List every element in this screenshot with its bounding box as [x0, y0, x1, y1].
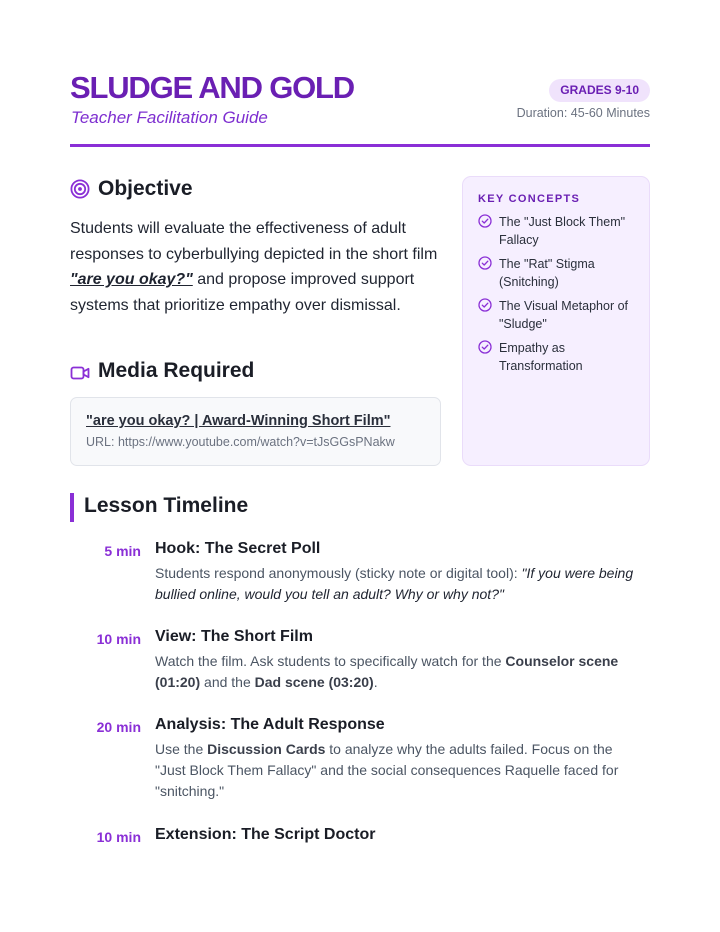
header-divider — [70, 144, 650, 147]
objective-heading-text: Objective — [98, 177, 193, 200]
objective-text-start: Students will evaluate the effectiveness of adult responses to cyberbullying depicted in the short film — [70, 220, 438, 263]
timeline-quote: "If you were being bullied online, would you tell an adult? Why or why not?" — [155, 565, 634, 602]
media-heading — [70, 359, 430, 387]
video-camera-icon — [70, 363, 90, 383]
duration-text: Duration: 45-60 Minutes — [516, 106, 650, 120]
check-circle-icon — [478, 256, 492, 270]
timeline-accent-bar — [70, 493, 74, 522]
page-subtitle: Teacher Facilitation Guide — [71, 108, 268, 127]
timeline-body-bold: Discussion Cards — [207, 741, 326, 757]
check-circle-icon — [478, 340, 492, 354]
objective-heading — [70, 177, 430, 205]
timeline-item-title: Extension: The Script Doctor — [155, 826, 376, 843]
page-title: SLUDGE AND GOLD — [70, 70, 354, 105]
timeline-body-text: to analyze why the adults failed. Focus on the "Just Block Them Fallacy" and the social consequences Raquelle faced for "snitching." — [155, 741, 619, 799]
timeline-item-body — [155, 651, 645, 693]
key-concepts-panel — [462, 176, 650, 466]
concept-text: The "Just Block Them" Fallacy — [499, 215, 626, 247]
timeline-heading: Lesson Timeline — [84, 494, 249, 517]
timeline-item — [70, 540, 650, 606]
timeline-body-text: and the — [200, 674, 255, 690]
film-title: "are you okay?" — [70, 271, 193, 288]
timeline-body-text: Watch the film. Ask students to specifically watch for the — [155, 653, 506, 669]
media-link[interactable]: "are you okay? | Award-Winning Short Film" — [86, 413, 391, 429]
timeline-body-text: . — [373, 674, 378, 690]
timeline-duration: 10 min — [96, 631, 141, 647]
timeline-body-text: Students respond anonymously (sticky note or digital tool): — [155, 565, 522, 581]
timeline-body-bold: Counselor scene (01:20) — [155, 653, 619, 690]
timeline-item-title: Hook: The Secret Poll — [155, 540, 321, 557]
concept-text: The "Rat" Stigma (Snitching) — [499, 257, 595, 289]
check-circle-icon — [478, 298, 492, 312]
media-heading-text: Media Required — [98, 359, 255, 382]
grade-badge: GRADES 9-10 — [549, 79, 650, 102]
timeline-item — [70, 716, 650, 804]
timeline-duration: 10 min — [96, 829, 141, 845]
timeline-duration: 20 min — [96, 719, 141, 735]
timeline-item-body — [155, 739, 645, 802]
key-concepts-title: KEY CONCEPTS — [478, 193, 581, 205]
objective-text-end: and propose improved support systems that prioritize empathy over dismissal. — [70, 271, 415, 314]
timeline-item-title: View: The Short Film — [155, 628, 313, 645]
timeline-item — [70, 826, 650, 850]
timeline-item-title: Analysis: The Adult Response — [155, 716, 385, 733]
page-header — [70, 70, 650, 134]
timeline-body-text: Use the — [155, 741, 208, 757]
media-card — [70, 397, 441, 466]
concept-text: Empathy as Transformation — [499, 341, 583, 373]
timeline-duration: 5 min — [104, 543, 141, 559]
media-url: URL: https://www.youtube.com/watch?v=tJsGGsPNakw — [86, 435, 395, 449]
timeline-item — [70, 628, 650, 694]
concept-text: The Visual Metaphor of "Sludge" — [499, 299, 629, 331]
objective-text — [70, 216, 445, 318]
check-circle-icon — [478, 214, 492, 228]
timeline-body-bold: Dad scene (03:20) — [254, 674, 374, 690]
target-icon — [70, 179, 90, 199]
timeline-item-body — [155, 563, 645, 605]
